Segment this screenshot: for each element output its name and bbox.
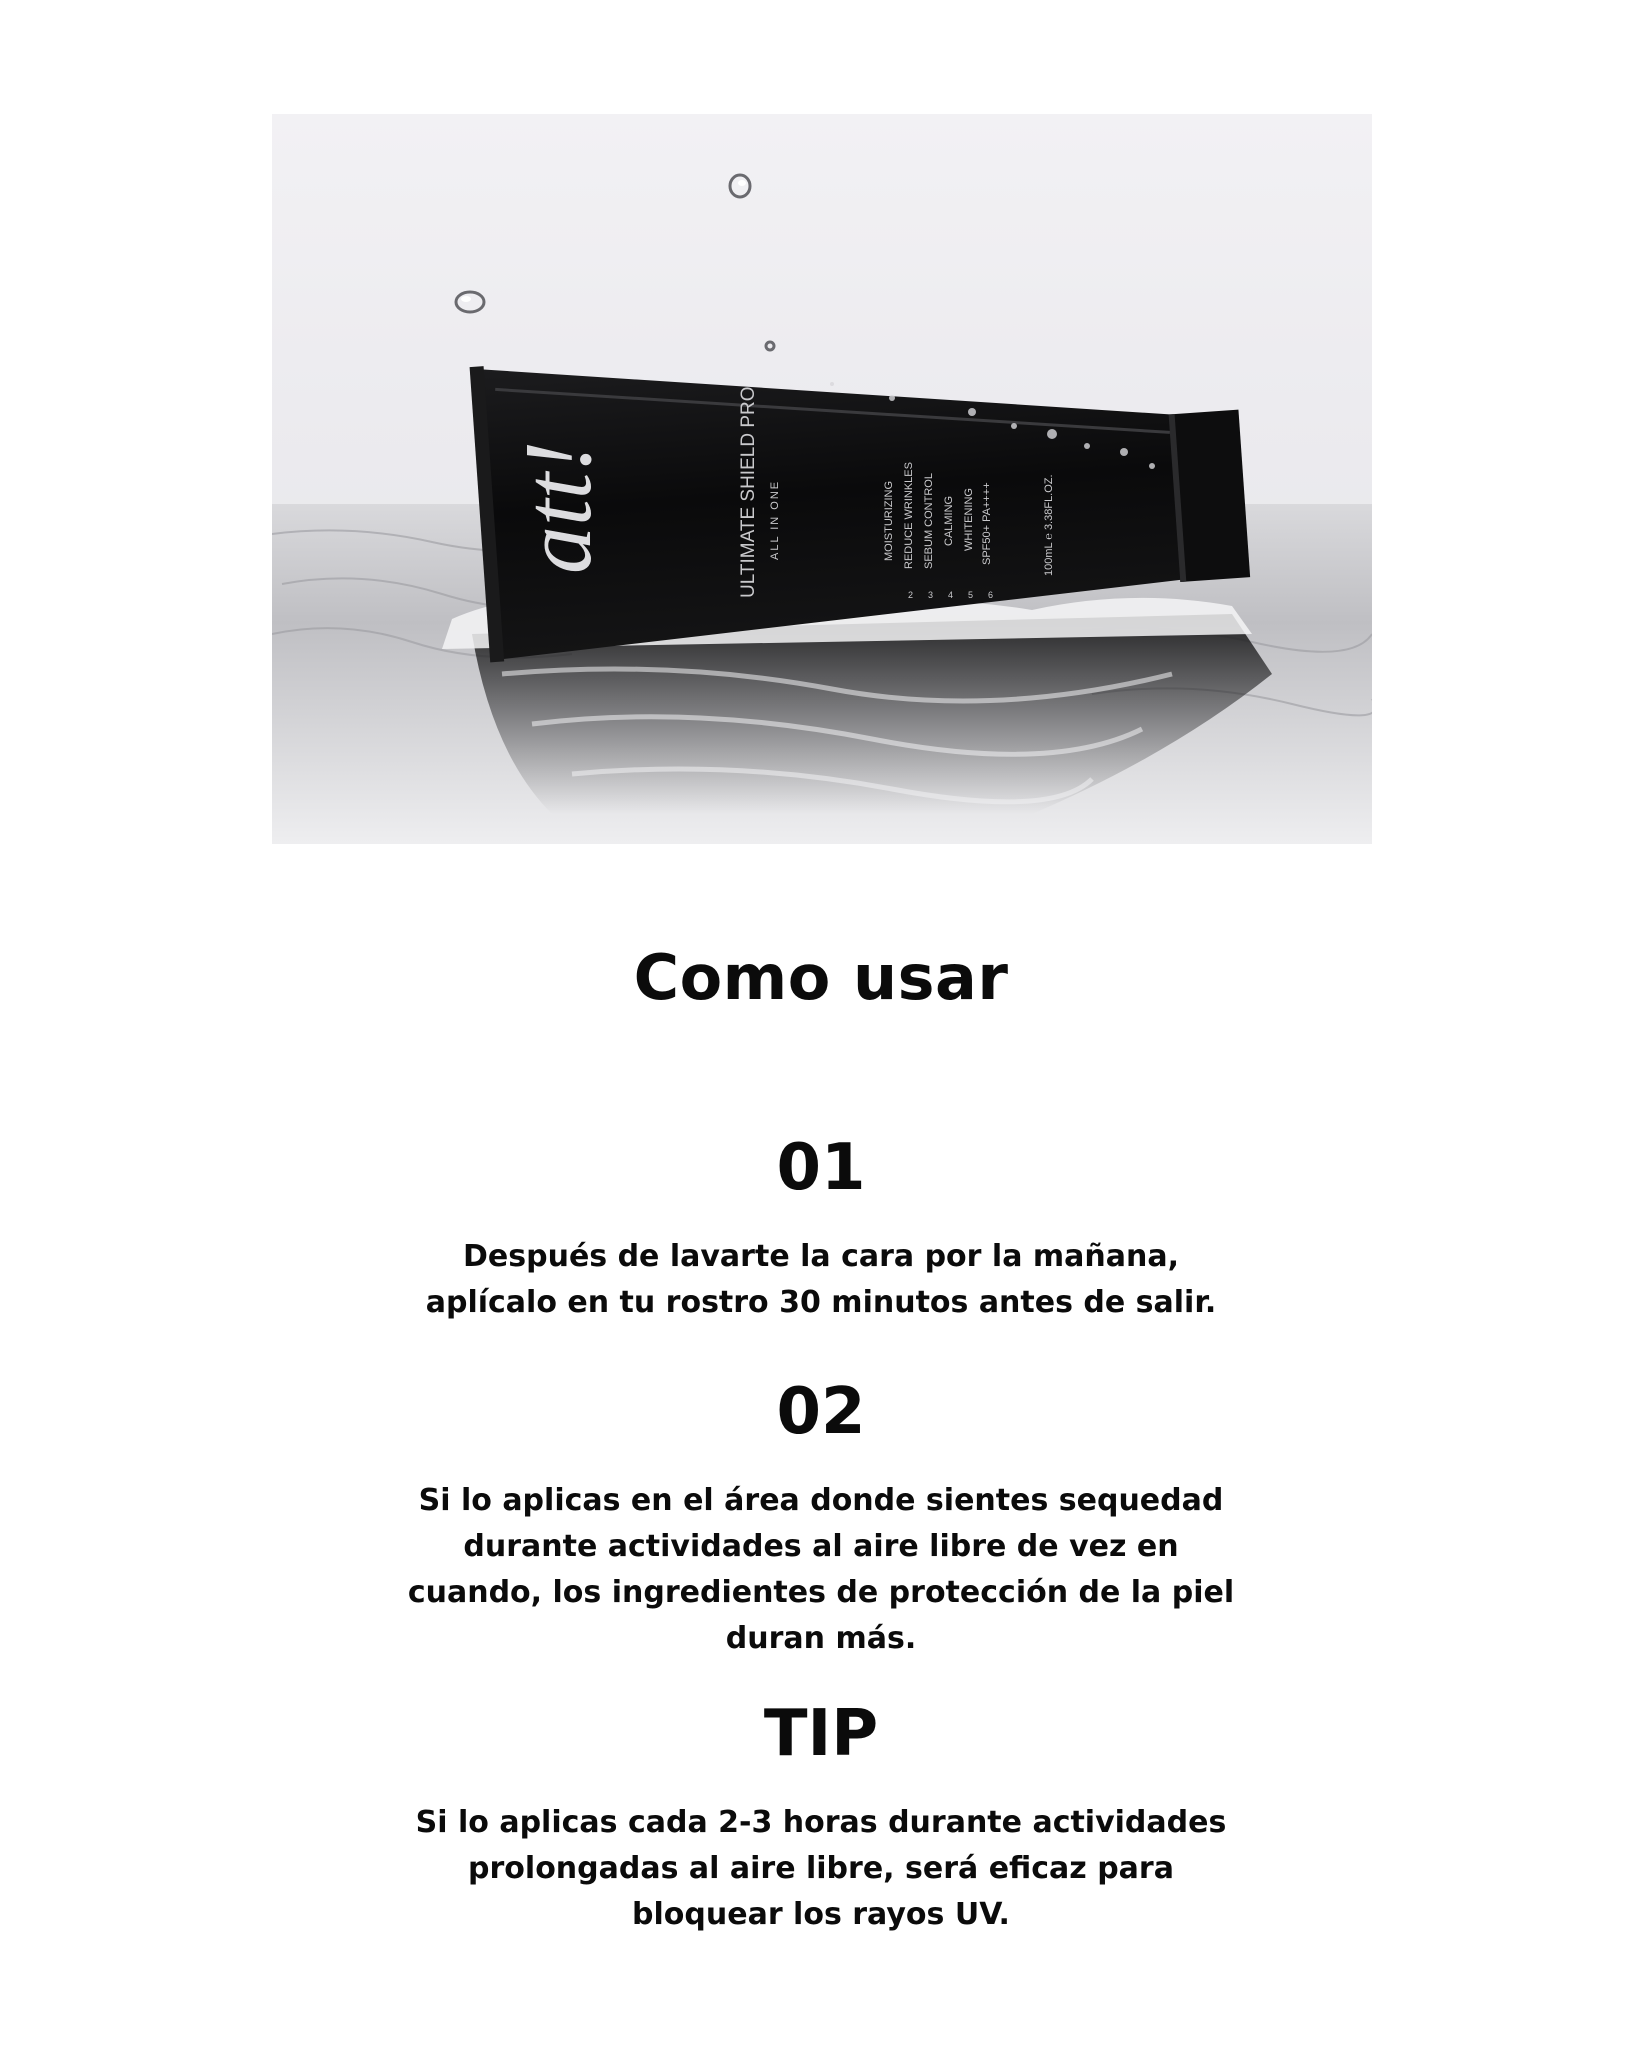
step-text-line: Después de lavarte la cara por la mañana,: [463, 1239, 1179, 1274]
step-number-02: 02: [776, 1375, 866, 1449]
benefit-2: REDUCE WRINKLES: [903, 462, 915, 569]
benefit-num-2: 2: [908, 590, 914, 600]
step-number-01: 01: [776, 1131, 866, 1205]
step-description-01: [371, 1234, 1271, 1326]
benefit-num-6: 6: [988, 590, 994, 600]
benefit-6: SPF50+ PA++++: [981, 482, 993, 565]
step-text-line: Si lo aplicas cada 2-3 horas durante actividades: [415, 1805, 1227, 1840]
product-volume: 100mL ℮ 3.38FL.OZ.: [1043, 474, 1055, 576]
step-description-02: [371, 1478, 1271, 1662]
step-text-line: aplícalo en tu rostro 30 minutos antes de salir.: [425, 1285, 1217, 1320]
step-text-line: durante actividades al aire libre de vez en: [463, 1529, 1179, 1564]
step-text-line: bloquear los rayos UV.: [632, 1897, 1010, 1932]
brand-logo: att!: [504, 440, 611, 574]
product-name: ULTIMATE SHIELD PRO: [738, 386, 759, 598]
step-text-line: Si lo aplicas en el área donde sientes sequedad: [418, 1483, 1224, 1518]
product-subtitle: ALL IN ONE: [769, 479, 781, 560]
tip-description: [371, 1800, 1271, 1938]
benefit-3: SEBUM CONTROL: [923, 473, 935, 569]
benefit-1: MOISTURIZING: [883, 480, 895, 561]
page-title: Como usar: [633, 941, 1009, 1014]
step-text-line: cuando, los ingredientes de protección de la piel: [407, 1575, 1235, 1610]
benefit-4: CALMING: [943, 495, 955, 546]
step-text-line: duran más.: [725, 1621, 917, 1656]
benefit-num-5: 5: [968, 590, 974, 600]
benefit-num-4: 4: [948, 590, 954, 600]
benefit-num-3: 3: [928, 590, 934, 600]
step-text-line: prolongadas al aire libre, será eficaz para: [468, 1851, 1174, 1886]
tip-heading: TIP: [763, 1697, 879, 1771]
benefit-5: WHITENING: [963, 488, 975, 551]
product-photo: [272, 114, 1372, 844]
